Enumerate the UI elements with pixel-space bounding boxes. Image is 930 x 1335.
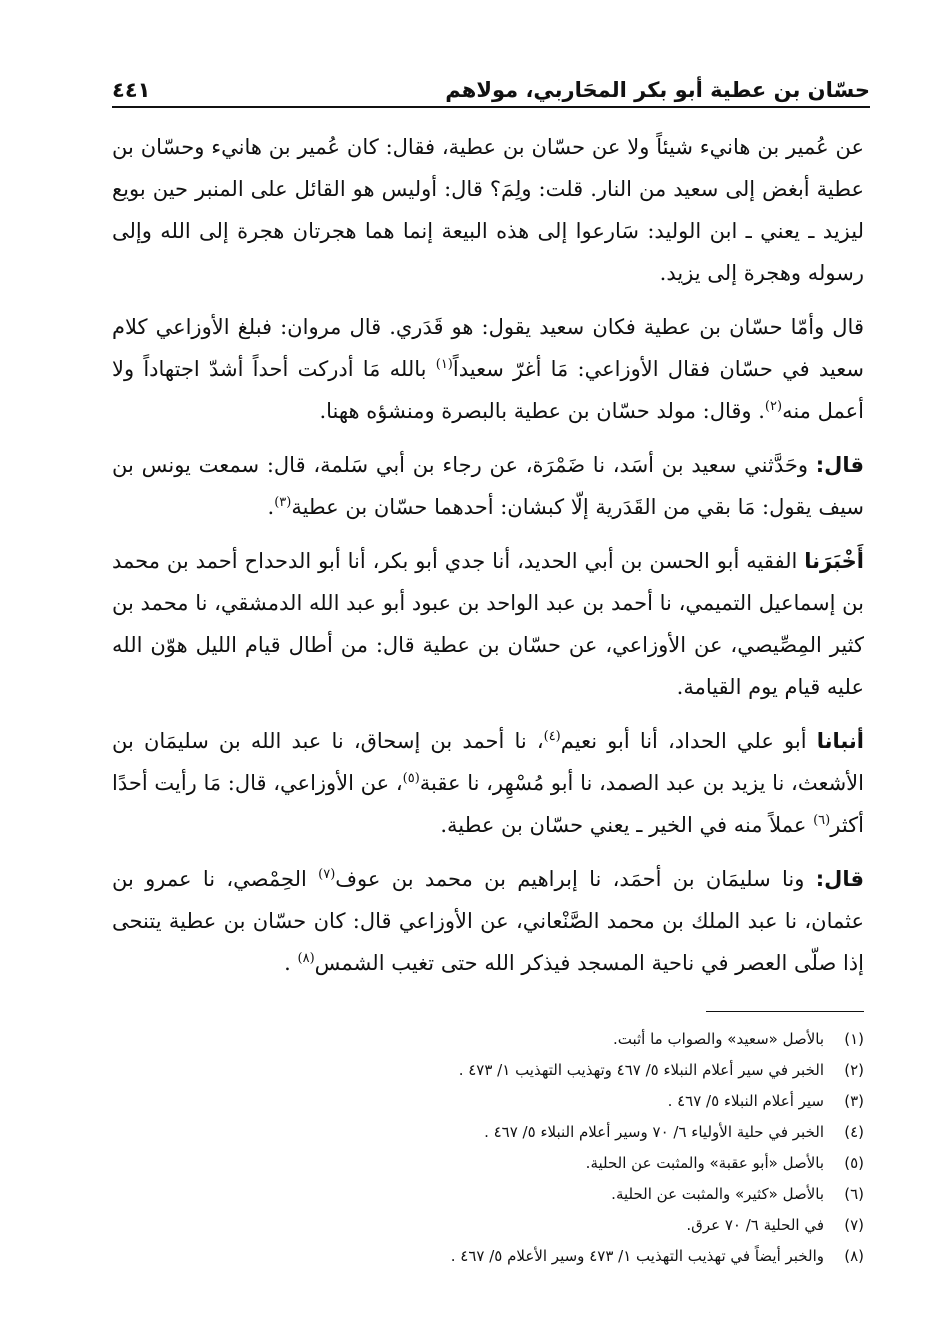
footnotes-list [112, 1024, 864, 1272]
footnote-reference: (٤) [543, 729, 561, 744]
paragraph [112, 306, 864, 432]
paragraph-lead-word: أنبانا [816, 729, 864, 753]
footnote-item [112, 1148, 864, 1179]
footnote-reference: (٢) [764, 399, 783, 414]
footnote-number: (٧) [844, 1216, 864, 1234]
text-run: بالله مَا أدركت أحداً أشدّ اجتهاداً ولا أعمل منه [112, 357, 864, 423]
footnote-text: في الحلية ٦/ ٧٠ عرق. [686, 1216, 824, 1234]
text-run: ، عن الأوزاعي، قال: مَا رأيت أحدًا أكثر [112, 771, 864, 837]
running-head [112, 58, 870, 102]
paragraph-lead-word: قال: [815, 867, 864, 891]
paragraph-lead-word: أَخْبَرَنا [804, 549, 864, 573]
text-run: . [267, 495, 275, 519]
footnote-number: (٤) [844, 1123, 864, 1141]
footnote-number: (١) [844, 1030, 864, 1048]
footnote-text: والخبر أيضاً في تهذيب التهذيب ١/ ٤٧٣ وسير الأعلام ٥/ ٤٦٧ . [450, 1247, 824, 1265]
footnote-text: الخبر في حلية الأولياء ٦/ ٧٠ وسير أعلام النبلاء ٥/ ٤٦٧ . [484, 1123, 824, 1141]
footnote-item [112, 1179, 864, 1210]
paragraph [112, 444, 864, 528]
paragraph [112, 720, 864, 846]
footnote-item [112, 1086, 864, 1117]
footnote-text: بالأصل «سعيد» والصواب ما أثبت. [612, 1030, 824, 1048]
text-run: قال وأمّا حسّان بن عطية فكان سعيد يقول: هو قَدَري. قال مروان: فبلغ الأوزاعي كلام سعيد في حسّان فقال الأوزاعي: مَا أغرّ سعيداً [112, 315, 864, 381]
text-run: الحِمْصي، نا عمرو بن عثمان، نا عبد الملك بن محمد الصَّنْعاني، عن الأوزاعي قال: كان حسّان بن عطية يتنحى إذا صلّى العصر في ناحية المسجد فيذكر الله حتى تغيب الشمس [112, 867, 864, 975]
footnote-item [112, 1055, 864, 1086]
footnote-item [112, 1241, 864, 1272]
footnote-separator [706, 1011, 864, 1012]
paragraph-lead-word: قال: [815, 453, 864, 477]
text-run: . [284, 951, 298, 975]
text-run: أبو علي الحداد، أنا أبو نعيم [560, 729, 817, 753]
text-run: عملاً منه في الخير ـ يعني حسّان بن عطية. [440, 813, 814, 837]
footnote-reference: (٨) [297, 951, 315, 966]
paragraph [112, 126, 864, 294]
body-text [112, 126, 864, 996]
footnote-text: بالأصل «أبو عقبة» والمثبت عن الحلية. [585, 1154, 824, 1172]
footnote-reference: (١) [435, 357, 453, 372]
paragraph [112, 858, 864, 984]
text-run: ونا سليمَان بن أحمَد، نا إبراهيم بن محمد بن عوف [335, 867, 816, 891]
header-rule [112, 106, 870, 108]
footnote-item [112, 1210, 864, 1241]
text-run: الفقيه أبو الحسن بن أبي الحديد، أنا جدي أبو بكر، أنا أبو الدحداح أحمد بن محمد بن إسماعيل التميمي، نا أحمد بن عبد الواحد بن عبود أبو عبد الله الدمشقي، نا محمد بن كثير المِصِّيصي، عن الأوزاعي، عن حسّان بن عطية قال: من أطال قيام الليل هوّن الله عليه قيام يوم القيامة. [112, 549, 864, 699]
paragraph [112, 540, 864, 708]
footnote-reference: (٧) [318, 867, 336, 882]
footnote-reference: (٣) [274, 495, 292, 510]
page-number: ٤٤١ [112, 78, 151, 102]
footnote-number: (٨) [844, 1247, 864, 1265]
text-run: وحَدَّثني سعيد بن أسَد، نا ضَمْرَة، عن رجاء بن أبي سَلمة، قال: سمعت يونس بن سيف يقول: مَا بقي من القَدَرية إلّا كبشان: أحدهما حسّان بن عطية [112, 453, 864, 519]
footnote-text: الخبر في سير أعلام النبلاء ٥/ ٤٦٧ وتهذيب التهذيب ١/ ٤٧٣ . [458, 1061, 824, 1079]
running-head-title: حسّان بن عطية أبو بكر المحَاربي، مولاهم [445, 78, 870, 102]
footnote-text: بالأصل «كثير» والمثبت عن الحلية. [611, 1185, 824, 1203]
footnote-number: (٥) [844, 1154, 864, 1172]
footnote-item [112, 1024, 864, 1055]
text-run: عن عُمير بن هانيء شيئاً ولا عن حسّان بن عطية، فقال: كان عُمير بن هانيء وحسّان بن عطية أبغض إلى سعيد من النار. قلت: ولِمَ؟ قال: أوليس هو القائل على المنبر حين بويع ليزيد ـ يعني ـ ابن الوليد: سَارعوا إلى هذه البيعة إنما هما هجرتان هجرة إلى الله وإلى رسوله وهجرة إلى يزيد. [112, 135, 864, 285]
text-run: . وقال: مولد حسّان بن عطية بالبصرة ومنشؤه ههنا. [319, 399, 765, 423]
footnote-reference: (٥) [402, 771, 420, 786]
text-run: ، نا أحمد بن إسحاق، نا عبد الله بن سليمَان بن الأشعث، نا يزيد بن عبد الصمد، نا أبو مُسْهِر، نا عقبة [112, 729, 864, 795]
footnote-reference: (٦) [813, 813, 831, 828]
footnote-number: (٦) [844, 1185, 864, 1203]
footnote-text: سير أعلام النبلاء ٥/ ٤٦٧ . [667, 1092, 824, 1110]
footnote-number: (٣) [844, 1092, 864, 1110]
footnote-number: (٢) [844, 1061, 864, 1079]
footnote-item [112, 1117, 864, 1148]
